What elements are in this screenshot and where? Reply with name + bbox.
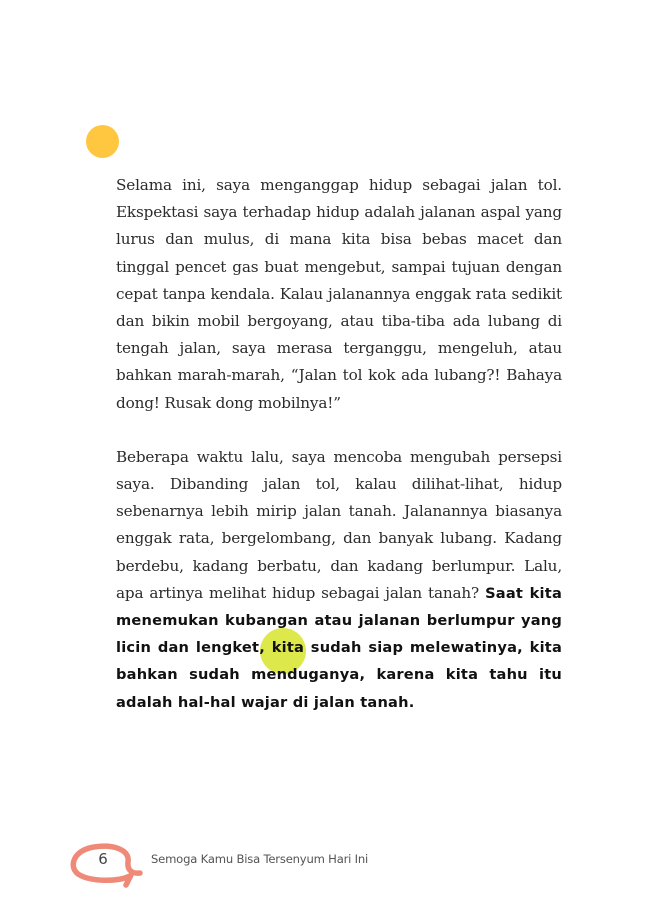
book-title: Semoga Kamu Bisa Tersenyum Hari Ini [151,852,369,866]
page-footer [0,838,650,888]
paragraph-2-regular: Beberapa waktu lalu, saya mencoba mengubah persepsi saya. Dibanding jalan tol, kalau dilihat-lihat, hidup sebenarnya lebih mirip jalan tanah. Jalanannya biasanya enggak rata, bergelombang, dan banyak lubang. Kadang berdebu, kadang berbatu, dan kadang berlumpur. Lalu, apa artinya melihat hidup sebagai jalan tanah? [116,447,562,602]
paragraph-2 [116,444,562,716]
body-text [116,172,562,716]
yellow-dot-icon [86,125,119,158]
paragraph-2-bold: Saat kita menemukan kubangan atau jalanan berlumpur yang licin dan lengket, kita sudah siap melewatinya, kita bahkan sudah menduganya, karena kita tahu itu adalah hal-hal wajar di jalan tanah. [116,584,562,711]
paragraph-1: Selama ini, saya menganggap hidup sebagai jalan tol. Ekspektasi saya terhadap hidup adalah jalanan aspal yang lurus dan mulus, di mana kita bisa bebas macet dan tinggal pencet gas buat mengebut, sampai tujuan dengan cepat tanpa kendala. Kalau jalanannya enggak rata sedikit dan bikin mobil bergoyang, atau tiba-tiba ada lubang di tengah jalan, saya merasa terganggu, mengeluh, atau bahkan marah-marah, “Jalan tol kok ada lubang?! Bahaya dong! Rusak dong mobilnya!” [116,176,562,412]
page-number: 6 [98,850,108,868]
